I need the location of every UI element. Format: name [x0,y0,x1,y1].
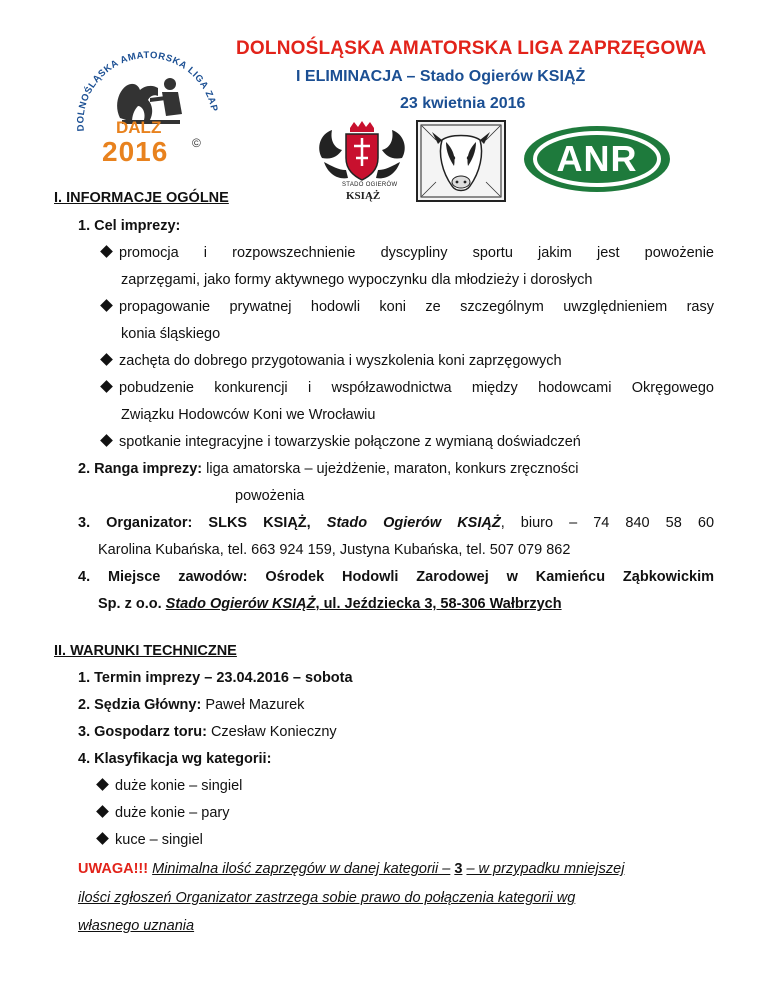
goal-bullet-3: zachęta do dobrego przygotowania i wyszkolenia koni zaprzęgowych [102,353,562,369]
diamond-bullet-icon [100,434,113,447]
category-item: duże konie – pary [98,805,229,821]
document-subtitle: I ELIMINACJA – Stado Ogierów KSIĄŻ [296,68,586,85]
item-4-address: Sp. z o.o. Stado Ogierów KSIĄŻ, ul. Jeździecka 3, 58-306 Wałbrzych [98,596,562,612]
dalz-abbr: DALZ [116,118,162,137]
term-date: 1. Termin imprezy – 23.04.2016 – sobota [78,670,353,686]
item-3-organizer [78,515,714,531]
section-1-heading: I. INFORMACJE OGÓLNE [54,190,229,206]
category-item: kuce – singiel [98,832,203,848]
item-4-venue: 4. Miejsce zawodów: Ośrodek Hodowli Zarodowej w Kamieńcu Ząbkowickim [78,569,714,585]
anr-logo-text: ANR [556,138,638,179]
ksiaz-stud-logo [312,118,412,204]
diamond-bullet-icon [100,245,113,258]
diamond-bullet-icon [96,778,109,791]
item-1-label: 1. Cel imprezy: [78,218,181,234]
warning-note-line3: własnego uznania [78,918,195,934]
section-2-heading: II. WARUNKI TECHNICZNE [54,643,237,659]
cow-engraving-logo [416,120,506,202]
goal-bullet-2-cont: konia śląskiego [121,326,221,342]
warning-note-line2: ilości zgłoszeń Organizator zastrzega sobie prawo do połączenia kategorii wg [78,890,576,906]
item-3-label: 3. Organizator: SLKS KSIĄŻ, [78,515,311,531]
item-2-rank [78,461,578,477]
diamond-bullet-icon [100,353,113,366]
diamond-bullet-icon [100,299,113,312]
diamond-bullet-icon [96,832,109,845]
warning-note: UWAGA!!! Minimalna ilość zaprzęgów w danej kategorii – 3 – w przypadku mniejszej [78,861,625,877]
diamond-bullet-icon [100,380,113,393]
diamond-bullet-icon [96,805,109,818]
copyright-mark: © [192,136,201,150]
goal-bullet-2: propagowanie prywatnej hodowli koni ze szczególnym uwzględnieniem rasy [102,299,714,315]
item-4-stud-name: Stado Ogierów KSIĄŻ [165,596,316,612]
ksiaz-logo-line2: KSIĄŻ [346,190,381,202]
item-3-stud-name: Stado Ogierów KSIĄŻ [326,515,501,531]
anr-logo [522,124,672,194]
item-2-value: liga amatorska – ujeżdżenie, maraton, konkurs zręczności [206,461,579,477]
goal-bullet-1: promocja i rozpowszechnienie dyscypliny sportu jakim jest powożenie [102,245,714,261]
course-host: 3. Gospodarz toru: Czesław Konieczny [78,724,337,740]
dalz-logo [62,36,232,166]
goal-bullet-4-cont: Związku Hodowców Koni we Wrocławiu [121,407,376,423]
goal-bullet-4: pobudzenie konkurencji i współzawodnictwa między hodowcami Okręgowego [102,380,714,396]
category-item: duże konie – singiel [98,778,242,794]
dalz-year: 2016 [102,136,169,167]
goal-bullet-5: spotkanie integracyjne i towarzyskie połączone z wymianą doświadczeń [102,434,581,450]
item-2-label: 2. Ranga imprezy: [78,461,203,477]
dalz-arc-text: DOLNOŚLĄSKA AMATORSKA LIGA ZAP [75,49,220,132]
ksiaz-logo-line1: STADO OGIERÓW [342,182,398,188]
goal-bullet-1-cont: zaprzęgami, jako formy aktywnego wypoczynku dla młodzieży i dorosłych [121,272,593,288]
item-2-value-cont: powożenia [235,488,305,504]
item-3-office: , biuro – 74 840 58 60 [500,515,715,531]
classification-label: 4. Klasyfikacja wg kategorii: [78,751,272,767]
item-3-contacts: Karolina Kubańska, tel. 663 924 159, Justyna Kubańska, tel. 507 079 862 [98,542,571,558]
warning-label: UWAGA!!! [78,861,149,877]
document-date: 23 kwietnia 2016 [400,95,526,112]
document-title: DOLNOŚLĄSKA AMATORSKA LIGA ZAPRZĘGOWA [236,38,707,59]
chief-judge: 2. Sędzia Główny: Paweł Mazurek [78,697,305,713]
